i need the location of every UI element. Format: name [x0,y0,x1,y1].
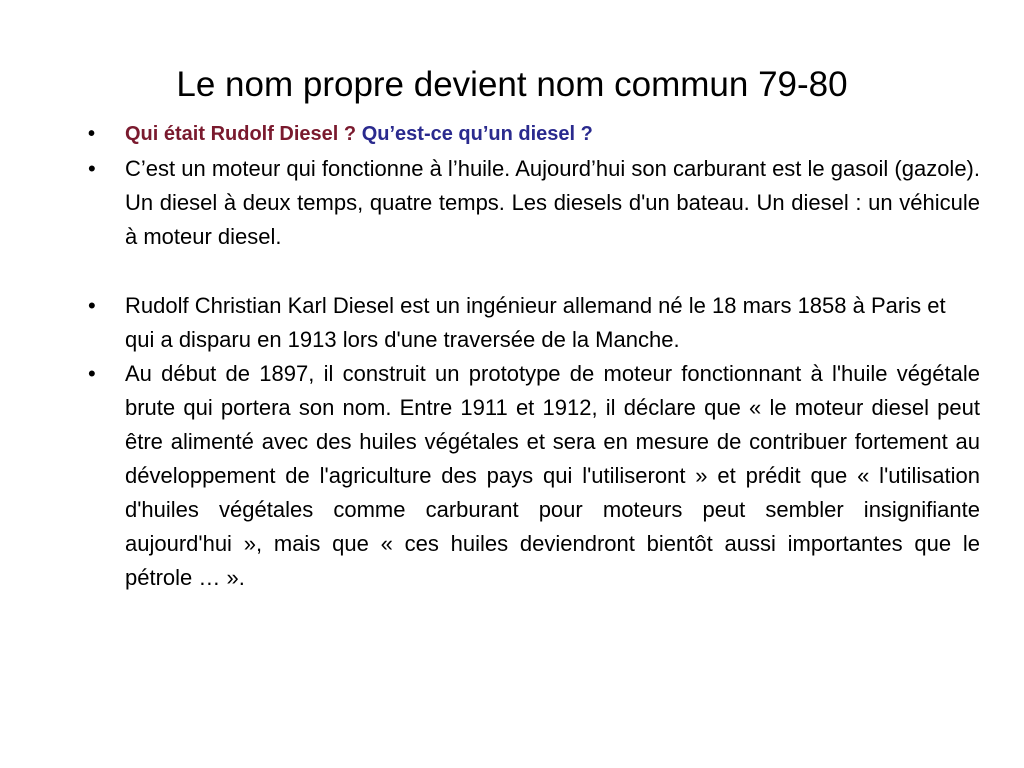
bullet-item-biography [88,289,980,357]
question-line [125,118,980,150]
question-rudolf-diesel: Qui était Rudolf Diesel ? [125,123,357,145]
bullet-icon: • [88,156,96,181]
bullet-item-question [88,118,980,150]
bullet-icon: • [88,293,96,318]
paragraph-biography: Rudolf Christian Karl Diesel est un ingénieur allemand né le 18 mars 1858 à Paris et qui a disparu en 1913 lors d'une traversée de la Manche. [125,293,946,352]
bullet-item-history [88,357,980,595]
bullet-item-definition [88,152,980,254]
bullet-list [88,118,980,595]
bullet-icon: • [88,361,96,386]
bullet-icon: • [88,123,96,145]
question-what-is-diesel: Qu’est-ce qu’un diesel ? [361,123,593,145]
paragraph-history: Au début de 1897, il construit un prototype de moteur fonctionnant à l'huile végétale brute qui portera son nom. Entre 1911 et 1912, il déclare que « le moteur diesel peut être alimenté avec des huiles végétales et sera en mesure de contribuer fortement au développement de l'agriculture des pays qui l'utiliseront » et prédit que « l'utilisation d'huiles végétales comme carburant pour moteurs peut sembler insignifiante aujourd'hui », mais que « ces huiles deviendront bientôt aussi importantes que le pétrole … ». [125,361,980,590]
paragraph-definition: C’est un moteur qui fonctionne à l’huile. Aujourd’hui son carburant est le gasoil (gazole). Un diesel à deux temps, quatre temps. Les diesels d'un bateau. Un diesel : un véhicule à moteur diesel. [125,156,980,249]
slide-title: Le nom propre devient nom commun 79-80 [176,65,848,104]
